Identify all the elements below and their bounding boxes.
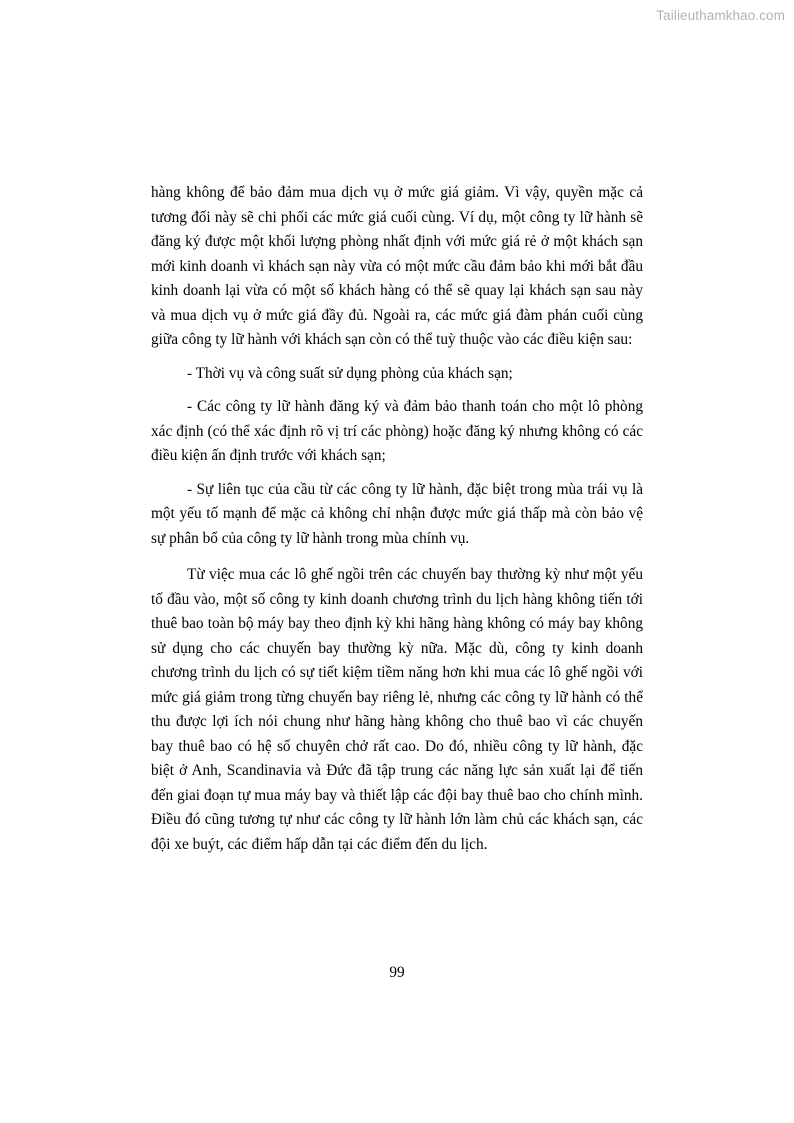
page-body [151,181,643,857]
paragraph-continuation: hàng không để bảo đảm mua dịch vụ ở mức giá giảm. Vì vậy, quyền mặc cả tương đối này sẽ chi phối các mức giá cuối cùng. Ví dụ, một công ty lữ hành sẽ đăng ký được một khối lượng phòng nhất định với mức giá rẻ ở một khách sạn mới kinh doanh vì khách sạn này vừa có một mức cầu đảm bảo khi mới bắt đầu kinh doanh lại vừa có một số khách hàng có thể sẽ quay lại khách sạn sau này và mua dịch vụ ở mức giá đầy đủ. Ngoài ra, các mức giá đàm phán cuối cùng giữa công ty lữ hành với khách sạn còn có thể tuỳ thuộc vào các điều kiện sau: [151,184,643,348]
list-item-season: - Thời vụ và công suất sử dụng phòng của khách sạn; [187,364,513,382]
paragraph-charter: Từ việc mua các lô ghế ngồi trên các chuyến bay thường kỳ như một yếu tố đầu vào, một số công ty kinh doanh chương trình du lịch hàng không tiến tới thuê bao toàn bộ máy bay theo định kỳ khi hãng hàng không có máy bay không sử dụng cho các chuyến bay thường kỳ nữa. Mặc dù, công ty kinh doanh chương trình du lịch có sự tiết kiệm tiềm năng hơn khi mua các lô ghế ngồi với mức giá giảm trong từng chuyến bay riêng lẻ, nhưng các công ty lữ hành có thể thu được lợi ích nói chung như hãng hàng không cho thuê bao vì các chuyến bay thuê bao có hệ số chuyên chở rất cao. Do đó, nhiều công ty lữ hành, đặc biệt ở Anh, Scandinavia và Đức đã tập trung các năng lực sản xuất lại để tiến đến giai đoạn tự mua máy bay và thiết lập các đội bay thuê bao cho chính mình. Điều đó cũng tương tự như các công ty lữ hành lớn làm chủ các khách sạn, các đội xe buýt, các điểm hấp dẫn tại các điểm đến du lịch. [151,566,643,853]
page-number: 99 [389,964,405,981]
watermark-text: Tailieuthamkhao.com [656,8,785,23]
list-item-demand: - Sự liên tục của cầu từ các công ty lữ hành, đặc biệt trong mùa trái vụ là một yếu tố mạnh để mặc cả không chỉ nhận được mức giá thấp mà còn bảo vệ sự phân bổ của công ty lữ hành trong mùa chính vụ. [151,480,643,547]
list-item-booking: - Các công ty lữ hành đăng ký và đảm bảo thanh toán cho một lô phòng xác định (có thể xác định rõ vị trí các phòng) hoặc đăng ký nhưng không có các điều kiện ấn định trước với khách sạn; [151,398,643,464]
